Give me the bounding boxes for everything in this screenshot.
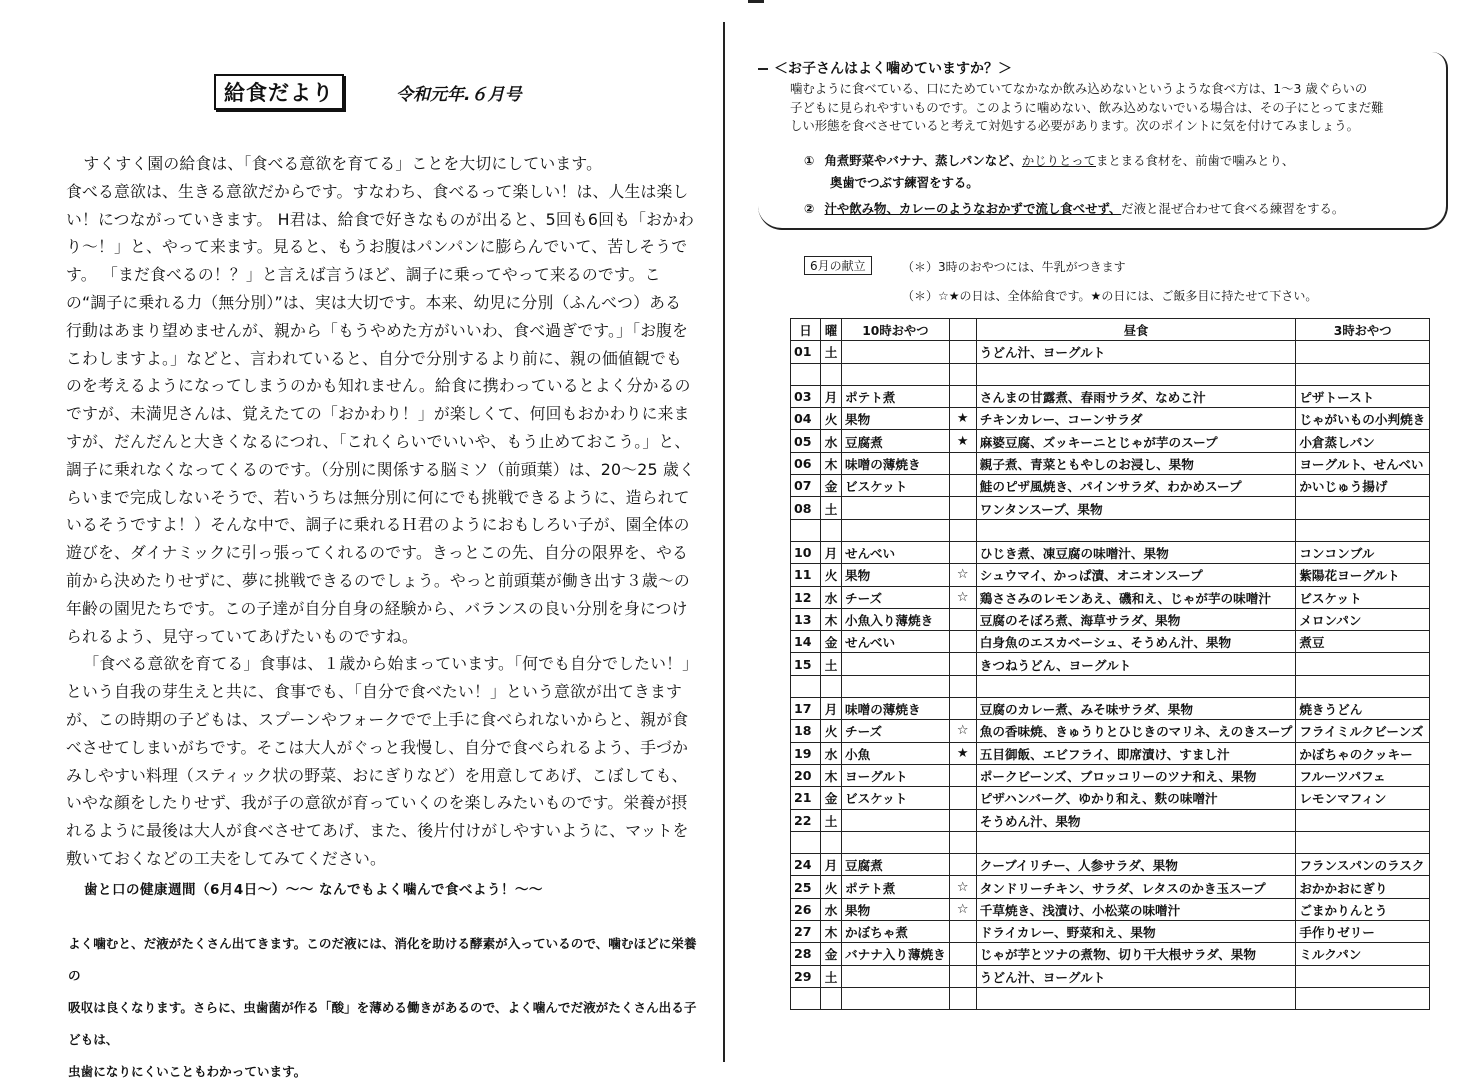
menu-lunch: クーブイリチー、人参サラダ、果物: [976, 854, 1296, 876]
menu-afternoon-snack: レモンマフィン: [1296, 787, 1430, 809]
menu-star-mark: [949, 608, 976, 630]
teeth-body-line: 吸収は良くなります。さらに、虫歯菌が作る「酸」を薄める働きがあるので、よく噛んでだ液がたくさん出る子どもは、: [68, 1000, 697, 1047]
menu-day: [791, 363, 821, 385]
menu-star-mark: [949, 519, 976, 541]
menu-row: [791, 720, 1430, 742]
chewing-title: ＜お子さんはよく噛めていますか？＞: [770, 58, 1016, 78]
menu-morning-snack: [842, 653, 950, 675]
menu-day: 25: [791, 876, 821, 898]
menu-body: [791, 341, 1430, 1010]
menu-label: 6月の献立: [804, 256, 872, 275]
menu-morning-snack: せんべい: [842, 541, 950, 563]
menu-day: [791, 987, 821, 1009]
menu-morning-snack: チーズ: [842, 720, 950, 742]
menu-star-mark: [949, 631, 976, 653]
menu-row: [791, 831, 1430, 853]
menu-morning-snack: 豆腐煮: [842, 430, 950, 452]
menu-afternoon-snack: かいじゅう揚げ: [1296, 475, 1430, 497]
menu-afternoon-snack: [1296, 965, 1430, 987]
menu-afternoon-snack: [1296, 831, 1430, 853]
teeth-week-heading: 歯と口の健康週間（6月4日～）～～ なんでもよく噛んで食べよう！～～: [84, 882, 543, 898]
menu-lunch: ドライカレー、野菜和え、果物: [976, 921, 1296, 943]
menu-row: [791, 764, 1430, 786]
menu-day: 18: [791, 720, 821, 742]
menu-lunch: 五目御飯、エビフライ、即席漬け、すまし汁: [976, 742, 1296, 764]
menu-day: [791, 519, 821, 541]
menu-star-mark: ★: [949, 408, 976, 430]
menu-row: [791, 698, 1430, 720]
menu-afternoon-snack: おかかおにぎり: [1296, 876, 1430, 898]
menu-row: [791, 475, 1430, 497]
menu-weekday: [821, 363, 842, 385]
menu-morning-snack: [842, 497, 950, 519]
menu-star-mark: [949, 385, 976, 407]
menu-day: 22: [791, 809, 821, 831]
menu-star-mark: [949, 341, 976, 363]
menu-lunch: ワンタンスープ、果物: [976, 497, 1296, 519]
point-underlined: 汁や飲み物、カレーのようなおかずで流し食べせず、: [824, 201, 1122, 216]
menu-star-mark: [949, 475, 976, 497]
menu-day: 15: [791, 653, 821, 675]
menu-lunch: うどん汁、ヨーグルト: [976, 341, 1296, 363]
menu-lunch: 麻婆豆腐、ズッキーニとじゃが芋のスープ: [976, 430, 1296, 452]
menu-afternoon-snack: ごまかりんとう: [1296, 898, 1430, 920]
menu-morning-snack: ポテト煮: [842, 385, 950, 407]
menu-weekday: 水: [821, 430, 842, 452]
menu-day: 08: [791, 497, 821, 519]
menu-day: 03: [791, 385, 821, 407]
point-underlined: かじりとって: [1021, 153, 1096, 168]
menu-afternoon-snack: [1296, 675, 1430, 697]
menu-afternoon-snack: [1296, 519, 1430, 541]
menu-morning-snack: ビスケット: [842, 475, 950, 497]
menu-day: 27: [791, 921, 821, 943]
menu-morning-snack: 小魚: [842, 742, 950, 764]
menu-weekday: 土: [821, 809, 842, 831]
menu-lunch: ポークビーンズ、ブロッコリーのツナ和え、果物: [976, 764, 1296, 786]
menu-afternoon-snack: [1296, 363, 1430, 385]
menu-day: 19: [791, 742, 821, 764]
menu-weekday: 水: [821, 742, 842, 764]
menu-row: [791, 408, 1430, 430]
menu-weekday: 金: [821, 475, 842, 497]
menu-lunch: そうめん汁、果物: [976, 809, 1296, 831]
menu-star-mark: [949, 854, 976, 876]
menu-day: 07: [791, 475, 821, 497]
menu-day: [791, 675, 821, 697]
menu-star-mark: [949, 965, 976, 987]
issue-label: 令和元年.６月号: [396, 85, 522, 105]
menu-morning-snack: 小魚入り薄焼き: [842, 608, 950, 630]
menu-morning-snack: 味噌の薄焼き: [842, 452, 950, 474]
menu-weekday: 土: [821, 497, 842, 519]
chewing-intro-line: 子どもに見られやすいものです。このように噛めない、飲み込めないでいる場合は、その子にとってまだ難: [790, 99, 1384, 115]
menu-morning-snack: せんべい: [842, 631, 950, 653]
chewing-box-dash: [758, 68, 768, 70]
menu-weekday: 木: [821, 452, 842, 474]
essay: [66, 150, 696, 873]
menu-weekday: 月: [821, 385, 842, 407]
essay-paragraph: 「食べる意欲を育てる」食事は、１歳から始まっています。「何でも自分でしたい！」という自我の芽生えと共に、食事でも、「自分で食べたい！」という意欲が出てきますが、この時期の子どもは、スプーンやフォークでで上手に食べられないからと、親が食べさせてしまいがちです。そこは大人がぐっと我慢し、自分で食べられるよう、手づかみしやすい料理（スティック状の野菜、おにぎりなど）を用意してあげ、こぼしても、いやな顔をしたりせず、我が子の意欲が育っていくのを楽しみたいものです。栄養が摂れるように最後は大人が食べさせてあげ、また、後片付けがしやすいように、マットを敷いておくなどの工夫をしてみてください。: [66, 654, 691, 868]
menu-star-mark: [949, 809, 976, 831]
menu-day: 26: [791, 898, 821, 920]
menu-header-row: [791, 319, 1430, 341]
menu-lunch: [976, 987, 1296, 1009]
menu-weekday: 木: [821, 921, 842, 943]
chewing-intro-line: しい形態を食べさせていると考えて対処する必要があります。次のポイントに気を付けてみましょう。: [790, 118, 1359, 133]
menu-lunch: ピザハンバーグ、ゆかり和え、麩の味噌汁: [976, 787, 1296, 809]
menu-afternoon-snack: 煮豆: [1296, 631, 1430, 653]
menu-day: 01: [791, 341, 821, 363]
menu-afternoon-snack: 小倉蒸しパン: [1296, 430, 1430, 452]
menu-star-mark: [949, 452, 976, 474]
menu-weekday: 火: [821, 408, 842, 430]
menu-star-mark: [949, 987, 976, 1009]
menu-row: [791, 497, 1430, 519]
chewing-intro: [790, 80, 1430, 136]
menu-weekday: [821, 831, 842, 853]
menu-afternoon-snack: [1296, 987, 1430, 1009]
menu-lunch: うどん汁、ヨーグルト: [976, 965, 1296, 987]
menu-afternoon-snack: 紫陽花ヨーグルト: [1296, 564, 1430, 586]
menu-morning-snack: [842, 519, 950, 541]
menu-row: [791, 987, 1430, 1009]
menu-row: [791, 876, 1430, 898]
menu-lunch: [976, 363, 1296, 385]
menu-morning-snack: 果物: [842, 564, 950, 586]
menu-row: [791, 564, 1430, 586]
menu-day: 24: [791, 854, 821, 876]
essay-paragraph: すくすく園の給食は、「食べる意欲を育てる」ことを大切にしています。: [83, 154, 603, 173]
menu-day: 12: [791, 586, 821, 608]
menu-star-mark: [949, 831, 976, 853]
menu-afternoon-snack: フランスパンのラスク: [1296, 854, 1430, 876]
menu-day: 05: [791, 430, 821, 452]
menu-morning-snack: [842, 341, 950, 363]
menu-afternoon-snack: コンコンブル: [1296, 541, 1430, 563]
menu-weekday: 土: [821, 965, 842, 987]
menu-weekday: 土: [821, 653, 842, 675]
menu-star-mark: ★: [949, 742, 976, 764]
menu-day: 29: [791, 965, 821, 987]
menu-star-mark: ☆: [949, 586, 976, 608]
menu-row: [791, 631, 1430, 653]
menu-afternoon-snack: メロンパン: [1296, 608, 1430, 630]
menu-morning-snack: [842, 675, 950, 697]
menu-lunch: 魚の香味焼、きゅうりとひじきのマリネ、えのきスープ: [976, 720, 1296, 742]
menu-morning-snack: チーズ: [842, 586, 950, 608]
menu-weekday: [821, 987, 842, 1009]
menu-afternoon-snack: ヨーグルト、せんべい: [1296, 452, 1430, 474]
menu-day: 04: [791, 408, 821, 430]
menu-star-mark: ★: [949, 430, 976, 452]
menu-day: 21: [791, 787, 821, 809]
menu-row: [791, 452, 1430, 474]
menu-lunch: チキンカレー、コーンサラダ: [976, 408, 1296, 430]
menu-afternoon-snack: 焼きうどん: [1296, 698, 1430, 720]
menu-row: [791, 921, 1430, 943]
menu-lunch: [976, 519, 1296, 541]
menu-morning-snack: [842, 363, 950, 385]
teeth-body-line: よく噛むと、だ液がたくさん出てきます。このだ液には、消化を助ける酵素が入っているので、噛むほどに栄養の: [68, 936, 697, 983]
menu-morning-snack: ポテト煮: [842, 876, 950, 898]
header-morning-snack: 10時おやつ: [842, 319, 950, 341]
teeth-body-line: 虫歯になりにくいこともわかっています。: [68, 1064, 307, 1079]
teeth-week-body: [68, 928, 708, 1088]
menu-weekday: [821, 675, 842, 697]
menu-weekday: 土: [821, 341, 842, 363]
menu-weekday: 木: [821, 764, 842, 786]
menu-row: [791, 363, 1430, 385]
menu-star-mark: [949, 764, 976, 786]
menu-day: 11: [791, 564, 821, 586]
point-number: ②: [804, 201, 815, 216]
newsletter-title: 給食だより: [214, 74, 344, 110]
header-star: [949, 319, 976, 341]
menu-lunch: シュウマイ、かっぱ漬、オニオンスープ: [976, 564, 1296, 586]
menu-row: [791, 965, 1430, 987]
chewing-point-2: [804, 200, 1424, 218]
menu-day: 06: [791, 452, 821, 474]
chewing-intro-line: 噛むように食べている、口にためていてなかなか飲み込めないというような食べ方は、1～3 歳ぐらいの: [790, 81, 1368, 96]
menu-weekday: [821, 519, 842, 541]
header-afternoon-snack: 3時おやつ: [1296, 319, 1430, 341]
menu-weekday: 金: [821, 787, 842, 809]
point-text: 角煮野菜やバナナ、蒸しパンなど、: [824, 153, 1022, 168]
menu-afternoon-snack: ミルクパン: [1296, 943, 1430, 965]
point-text: 奥歯でつぶす練習をする。: [830, 175, 979, 190]
header-day: 日: [791, 319, 821, 341]
menu-afternoon-snack: じゃがいもの小判焼き: [1296, 408, 1430, 430]
menu-morning-snack: [842, 987, 950, 1009]
menu-morning-snack: ビスケット: [842, 787, 950, 809]
menu-lunch: 白身魚のエスカベーシュ、そうめん汁、果物: [976, 631, 1296, 653]
menu-lunch: 鶏ささみのレモンあえ、磯和え、じゃが芋の味噌汁: [976, 586, 1296, 608]
menu-row: [791, 675, 1430, 697]
menu-afternoon-snack: [1296, 809, 1430, 831]
menu-note: （＊）☆★の日は、全体給食です。★の日には、ご飯多目に持たせて下さい。: [902, 289, 1318, 303]
menu-row: [791, 854, 1430, 876]
menu-star-mark: [949, 698, 976, 720]
menu-afternoon-snack: [1296, 341, 1430, 363]
menu-row: [791, 787, 1430, 809]
menu-morning-snack: ヨーグルト: [842, 764, 950, 786]
menu-afternoon-snack: ビスケット: [1296, 586, 1430, 608]
menu-day: 13: [791, 608, 821, 630]
menu-row: [791, 341, 1430, 363]
menu-lunch: 豆腐のそぼろ煮、海草サラダ、果物: [976, 608, 1296, 630]
menu-afternoon-snack: [1296, 497, 1430, 519]
menu-morning-snack: [842, 965, 950, 987]
menu-lunch: 鮭のピザ風焼き、パインサラダ、わかめスープ: [976, 475, 1296, 497]
menu-weekday: 水: [821, 898, 842, 920]
right-page: [728, 0, 1458, 1064]
menu-lunch: ひじき煮、凍豆腐の味噌汁、果物: [976, 541, 1296, 563]
menu-lunch: 親子煮、青菜ともやしのお浸し、果物: [976, 452, 1296, 474]
left-page: [0, 0, 720, 1079]
menu-star-mark: [949, 921, 976, 943]
point-text: まとまる食材を、前歯で噛みとり、: [1096, 153, 1295, 168]
menu-morning-snack: 味噌の薄焼き: [842, 698, 950, 720]
point-number: ①: [804, 153, 815, 168]
menu-weekday: 火: [821, 720, 842, 742]
menu-morning-snack: バナナ入り薄焼き: [842, 943, 950, 965]
menu-lunch: [976, 831, 1296, 853]
menu-weekday: 月: [821, 698, 842, 720]
menu-weekday: 水: [821, 586, 842, 608]
essay-paragraph: 食べる意欲は、生きる意欲だからです。すなわち、食べるって楽しい！は、人生は楽しい！につながっていきます。 H君は、給食で好きなものが出ると、5回も6回も「おかわり～！」と、やって来ます。見ると、もうお腹はパンパンに膨らんでいて、苦しそうです。 「まだ食べるの！？」と言えば言うほど、調子に乗ってやって来るのです。この“調子に乗れる力（無分別）”は、実は大切です。本来、幼児に分別（ふんべつ）ある行動はあまり望めませんが、親から「もうやめた方がいいわ、食べ過ぎです。」「お腹をこわしますよ。」などと、言われていると、自分で分別するより前に、親の価値観でものを考えるようになってしまうのかも知れません。給食に携わっているとよく分かるのですが、未満児さんは、覚えたての「おかわり！」が楽しくて、何回もおかわりに来ますが、だんだんと大きくなるにつれ、「これくらいでいいや、もう止めておこう。」と、調子に乗れなくなってくるのです。（分別に関係する脳ミソ（前頭葉）は、20～25 歳くらいまで完成しないそうで、若いうちは無分別に何にでも挑戦できるように、造られているそうですよ！）そんな中で、調子に乗れるＨ君のようにおもしろい子が、園全体の遊びを、ダイナミックに引っ張ってくれるのです。きっとこの先、自分の限界を、やる前から決めたりせずに、夢に挑戦できるのでしょう。やっと前頭葉が働き出す３歳～の年齢の園児たちです。この子達が自分自身の経験から、バランスの良い分別を身につけられるよう、見守っていてあげたいものですね。: [66, 181, 695, 646]
menu-lunch: 豆腐のカレー煮、みそ味サラダ、果物: [976, 698, 1296, 720]
menu-note: （＊）3時のおやつには、牛乳がつきます: [902, 260, 1126, 274]
menu-day: 20: [791, 764, 821, 786]
menu-row: [791, 653, 1430, 675]
menu-morning-snack: [842, 831, 950, 853]
menu-lunch: さんまの甘露煮、春雨サラダ、なめこ汁: [976, 385, 1296, 407]
menu-afternoon-snack: かぼちゃのクッキー: [1296, 742, 1430, 764]
menu-star-mark: [949, 653, 976, 675]
menu-lunch: 千草焼き、浅漬け、小松菜の味噌汁: [976, 898, 1296, 920]
menu-lunch: [976, 675, 1296, 697]
page-divider: [723, 22, 725, 1062]
menu-weekday: 金: [821, 631, 842, 653]
menu-star-mark: [949, 787, 976, 809]
menu-morning-snack: 果物: [842, 408, 950, 430]
menu-weekday: 金: [821, 943, 842, 965]
menu-afternoon-snack: フライミルクビーンズ: [1296, 720, 1430, 742]
menu-day: [791, 831, 821, 853]
menu-weekday: 木: [821, 608, 842, 630]
menu-row: [791, 519, 1430, 541]
menu-star-mark: [949, 541, 976, 563]
menu-lunch: じゃが芋とツナの煮物、切り干大根サラダ、果物: [976, 943, 1296, 965]
menu-morning-snack: かぼちゃ煮: [842, 921, 950, 943]
menu-table: [790, 318, 1430, 1010]
menu-star-mark: ☆: [949, 898, 976, 920]
menu-row: [791, 943, 1430, 965]
menu-morning-snack: 豆腐煮: [842, 854, 950, 876]
menu-star-mark: ☆: [949, 876, 976, 898]
menu-row: [791, 430, 1430, 452]
menu-star-mark: [949, 497, 976, 519]
menu-lunch: きつねうどん、ヨーグルト: [976, 653, 1296, 675]
chewing-point-1: [804, 150, 1404, 194]
menu-star-mark: ☆: [949, 564, 976, 586]
menu-weekday: 火: [821, 564, 842, 586]
menu-weekday: 火: [821, 876, 842, 898]
menu-row: [791, 608, 1430, 630]
menu-row: [791, 742, 1430, 764]
menu-row: [791, 541, 1430, 563]
menu-day: 28: [791, 943, 821, 965]
menu-star-mark: [949, 363, 976, 385]
menu-weekday: 月: [821, 854, 842, 876]
point-text: だ液と混ぜ合わせて食べる練習をする。: [1121, 201, 1345, 216]
menu-day: 17: [791, 698, 821, 720]
menu-star-mark: [949, 943, 976, 965]
header-weekday: 曜: [821, 319, 842, 341]
menu-morning-snack: 果物: [842, 898, 950, 920]
menu-row: [791, 385, 1430, 407]
menu-afternoon-snack: 手作りゼリー: [1296, 921, 1430, 943]
menu-row: [791, 898, 1430, 920]
menu-day: 10: [791, 541, 821, 563]
menu-star-mark: [949, 675, 976, 697]
menu-afternoon-snack: [1296, 653, 1430, 675]
menu-afternoon-snack: フルーツパフェ: [1296, 764, 1430, 786]
menu-day: 14: [791, 631, 821, 653]
menu-lunch: タンドリーチキン、サラダ、レタスのかき玉スープ: [976, 876, 1296, 898]
header-lunch: 昼食: [976, 319, 1296, 341]
menu-morning-snack: [842, 809, 950, 831]
menu-afternoon-snack: ピザトースト: [1296, 385, 1430, 407]
menu-row: [791, 586, 1430, 608]
menu-row: [791, 809, 1430, 831]
menu-weekday: 月: [821, 541, 842, 563]
menu-star-mark: ☆: [949, 720, 976, 742]
